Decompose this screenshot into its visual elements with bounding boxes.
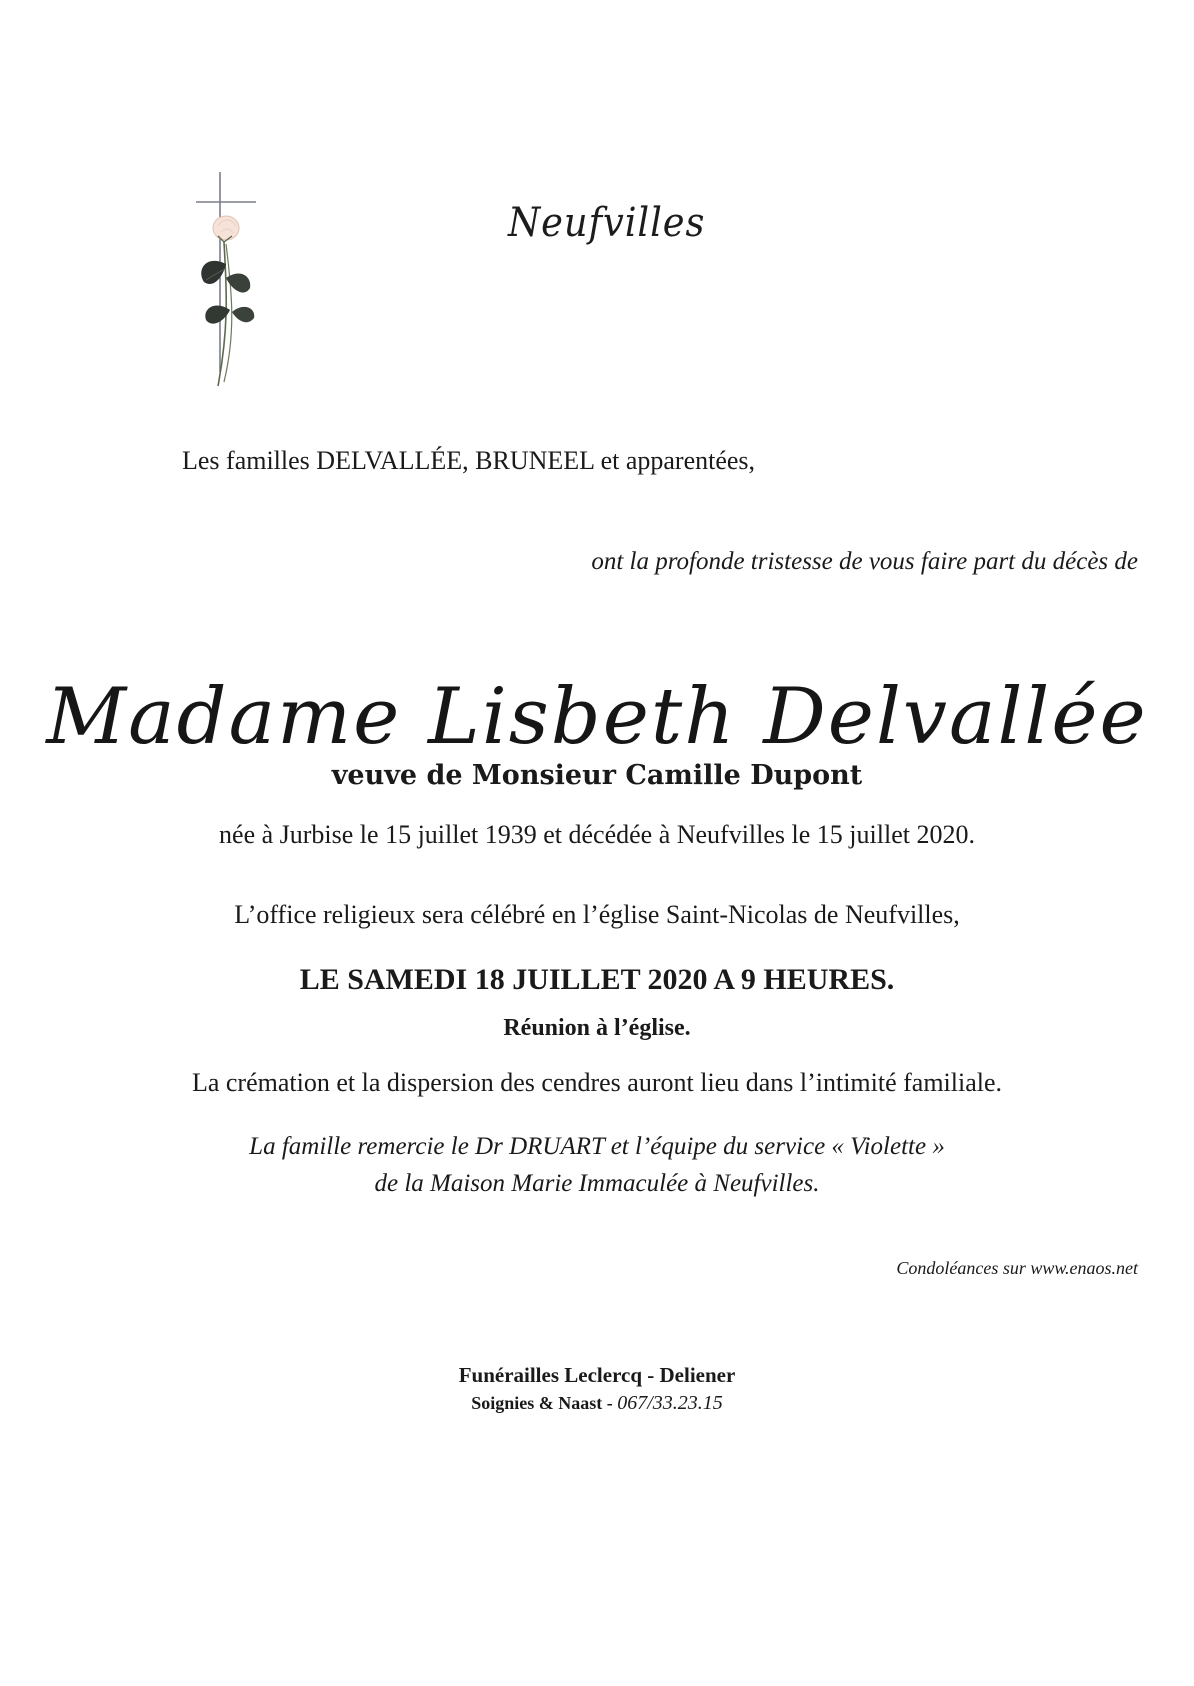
cross-with-rose-icon: [196, 172, 278, 390]
place-heading: Neufvilles: [508, 200, 706, 246]
birth-death-line: née à Jurbise le 15 juillet 1939 et décédée à Neufvilles le 15 juillet 2020.: [219, 820, 975, 849]
deceased-name: Madame Lisbeth Delvallée: [46, 672, 1148, 762]
funeral-home-phone[interactable]: 067/33.23.15: [617, 1392, 723, 1414]
announcement-line: ont la profonde tristesse de vous faire part du décès de: [591, 548, 1138, 575]
meeting-line: Réunion à l’église.: [503, 1015, 691, 1041]
thanks-line-1: La famille remercie le Dr DRUART et l’équipe du service « Violette »: [249, 1133, 945, 1160]
thanks-line-2: de la Maison Marie Immaculée à Neufvilles.: [374, 1170, 820, 1197]
office-line: L’office religieux sera célébré en l’église Saint-Nicolas de Neufvilles,: [234, 900, 960, 929]
cremation-line: La crémation et la dispersion des cendres auront lieu dans l’intimité familiale.: [191, 1068, 1003, 1097]
condolences-link[interactable]: Condoléances sur www.enaos.net: [896, 1258, 1138, 1278]
funeral-home-contact: [0, 1392, 1194, 1415]
funeral-home-name: Funérailles Leclercq - Deliener: [458, 1363, 736, 1387]
ceremony-date: LE SAMEDI 18 JUILLET 2020 A 9 HEURES.: [299, 963, 895, 996]
funeral-home-location: Soignies & Naast -: [471, 1393, 618, 1413]
families-line: Les familles DELVALLÉE, BRUNEEL et apparentées,: [182, 446, 756, 475]
widow-of-line: veuve de Monsieur Camille Dupont: [331, 760, 863, 791]
